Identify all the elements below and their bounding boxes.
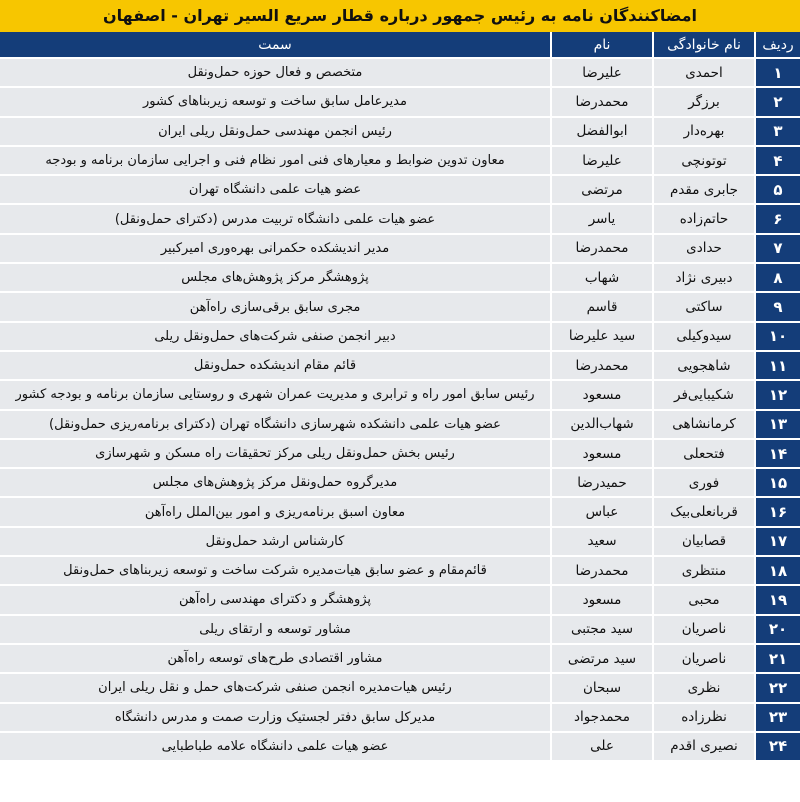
row-number: ۱۷ — [754, 528, 800, 557]
row-number: ۷ — [754, 235, 800, 264]
family-name-cell: دبیری نژاد — [652, 264, 754, 293]
row-number: ۱۶ — [754, 498, 800, 527]
position-cell: عضو هیات علمی دانشکده شهرسازی دانشگاه تهران (دکترای برنامه‌ریزی حمل‌ونقل) — [0, 411, 550, 440]
row-number: ۱ — [754, 59, 800, 88]
first-name-cell: علی — [550, 733, 652, 762]
table-title: امضاکنندگان نامه به رئیس جمهور درباره قطار سریع السیر تهران - اصفهان — [0, 0, 800, 32]
first-name-cell: علیرضا — [550, 59, 652, 88]
first-name-cell: مسعود — [550, 381, 652, 410]
first-name-cell: سعید — [550, 528, 652, 557]
family-name-cell: ناصریان — [652, 645, 754, 674]
family-name-cell: ناصریان — [652, 616, 754, 645]
row-number: ۶ — [754, 205, 800, 234]
family-name-cell: کرمانشاهی — [652, 411, 754, 440]
first-name-cell: سید مجتبی — [550, 616, 652, 645]
position-cell: رئیس سابق امور راه و ترابری و مدیریت عمران شهری و روستایی سازمان برنامه و بودجه کشور — [0, 381, 550, 410]
position-cell: رئیس انجمن مهندسی حمل‌ونقل ریلی ایران — [0, 118, 550, 147]
row-number: ۱۹ — [754, 586, 800, 615]
row-number: ۱۰ — [754, 323, 800, 352]
row-number: ۹ — [754, 293, 800, 322]
position-cell: معاون اسبق برنامه‌ریزی و امور بین‌الملل راه‌آهن — [0, 498, 550, 527]
position-cell: قائم‌مقام و عضو سابق هیات‌مدیره شرکت ساخت و توسعه زیربناهای حمل‌ونقل — [0, 557, 550, 586]
position-cell: قائم مقام اندیشکده حمل‌ونقل — [0, 352, 550, 381]
row-number: ۸ — [754, 264, 800, 293]
first-name-cell: شهاب — [550, 264, 652, 293]
family-name-cell: حدادی — [652, 235, 754, 264]
row-number: ۱۵ — [754, 469, 800, 498]
family-name-cell: فتحعلی — [652, 440, 754, 469]
row-number: ۲۴ — [754, 733, 800, 762]
position-cell: کارشناس ارشد حمل‌ونقل — [0, 528, 550, 557]
position-cell: پژوهشگر و دکترای مهندسی راه‌آهن — [0, 586, 550, 615]
first-name-cell: محمدرضا — [550, 235, 652, 264]
position-cell: مجری سابق برقی‌سازی راه‌آهن — [0, 293, 550, 322]
row-number: ۱۸ — [754, 557, 800, 586]
first-name-cell: ابوالفضل — [550, 118, 652, 147]
first-name-cell: محمدرضا — [550, 557, 652, 586]
family-name-cell: جابری مقدم — [652, 176, 754, 205]
family-name-cell: قصابیان — [652, 528, 754, 557]
first-name-cell: مسعود — [550, 440, 652, 469]
position-cell: عضو هیات علمی دانشگاه تهران — [0, 176, 550, 205]
family-name-cell: ساکتی — [652, 293, 754, 322]
position-cell: مدیرگروه حمل‌ونقل مرکز پژوهش‌های مجلس — [0, 469, 550, 498]
first-name-cell: محمدجواد — [550, 704, 652, 733]
family-name-cell: احمدی — [652, 59, 754, 88]
family-name-cell: شاهجویی — [652, 352, 754, 381]
family-name-cell: محبی — [652, 586, 754, 615]
first-name-cell: محمدرضا — [550, 352, 652, 381]
row-number: ۲۳ — [754, 704, 800, 733]
family-name-cell: نظری — [652, 674, 754, 703]
first-name-cell: یاسر — [550, 205, 652, 234]
first-name-cell: محمدرضا — [550, 88, 652, 117]
position-cell: عضو هیات علمی دانشگاه تربیت مدرس (دکترای حمل‌ونقل) — [0, 205, 550, 234]
first-name-cell: قاسم — [550, 293, 652, 322]
family-name-cell: شکیبایی‌فر — [652, 381, 754, 410]
family-name-cell: قربانعلی‌بیک — [652, 498, 754, 527]
row-number: ۲۲ — [754, 674, 800, 703]
first-name-cell: عباس — [550, 498, 652, 527]
row-number: ۲۱ — [754, 645, 800, 674]
row-number: ۲۰ — [754, 616, 800, 645]
family-name-cell: بهره‌دار — [652, 118, 754, 147]
row-number: ۱۱ — [754, 352, 800, 381]
header-row-number: ردیف — [754, 32, 800, 59]
family-name-cell: فوری — [652, 469, 754, 498]
position-cell: معاون تدوین ضوابط و معیارهای فنی امور نظام فنی و اجرایی سازمان برنامه و بودجه — [0, 147, 550, 176]
position-cell: مدیر اندیشکده حکمرانی بهره‌وری امیرکبیر — [0, 235, 550, 264]
family-name-cell: منتظری — [652, 557, 754, 586]
position-cell: رئیس هیات‌مدیره انجمن صنفی شرکت‌های حمل و نقل ریلی ایران — [0, 674, 550, 703]
first-name-cell: سبحان — [550, 674, 652, 703]
position-cell: مدیرکل سابق دفتر لجستیک وزارت صمت و مدرس دانشگاه — [0, 704, 550, 733]
family-name-cell: نصیری اقدم — [652, 733, 754, 762]
position-cell: مدیرعامل سابق ساخت و توسعه زیربناهای کشور — [0, 88, 550, 117]
family-name-cell: حاتم‌زاده — [652, 205, 754, 234]
first-name-cell: علیرضا — [550, 147, 652, 176]
family-name-cell: توتونچی — [652, 147, 754, 176]
row-number: ۲ — [754, 88, 800, 117]
header-family-name: نام خانوادگی — [652, 32, 754, 59]
header-first-name: نام — [550, 32, 652, 59]
first-name-cell: حمیدرضا — [550, 469, 652, 498]
position-cell: متخصص و فعال حوزه حمل‌ونقل — [0, 59, 550, 88]
first-name-cell: سید علیرضا — [550, 323, 652, 352]
position-cell: رئیس بخش حمل‌ونقل ریلی مرکز تحقیقات راه مسکن و شهرسازی — [0, 440, 550, 469]
signatories-table — [0, 32, 800, 762]
row-number: ۱۴ — [754, 440, 800, 469]
first-name-cell: سید مرتضی — [550, 645, 652, 674]
first-name-cell: مرتضی — [550, 176, 652, 205]
position-cell: مشاور توسعه و ارتقای ریلی — [0, 616, 550, 645]
position-cell: پژوهشگر مرکز پژوهش‌های مجلس — [0, 264, 550, 293]
family-name-cell: برزگر — [652, 88, 754, 117]
position-cell: مشاور اقتصادی طرح‌های توسعه راه‌آهن — [0, 645, 550, 674]
row-number: ۴ — [754, 147, 800, 176]
first-name-cell: مسعود — [550, 586, 652, 615]
row-number: ۳ — [754, 118, 800, 147]
first-name-cell: شهاب‌الدین — [550, 411, 652, 440]
row-number: ۵ — [754, 176, 800, 205]
row-number: ۱۲ — [754, 381, 800, 410]
row-number: ۱۳ — [754, 411, 800, 440]
family-name-cell: سیدوکیلی — [652, 323, 754, 352]
position-cell: دبیر انجمن صنفی شرکت‌های حمل‌ونقل ریلی — [0, 323, 550, 352]
header-position: سمت — [0, 32, 550, 59]
family-name-cell: نظرزاده — [652, 704, 754, 733]
position-cell: عضو هیات علمی دانشگاه علامه طباطبایی — [0, 733, 550, 762]
